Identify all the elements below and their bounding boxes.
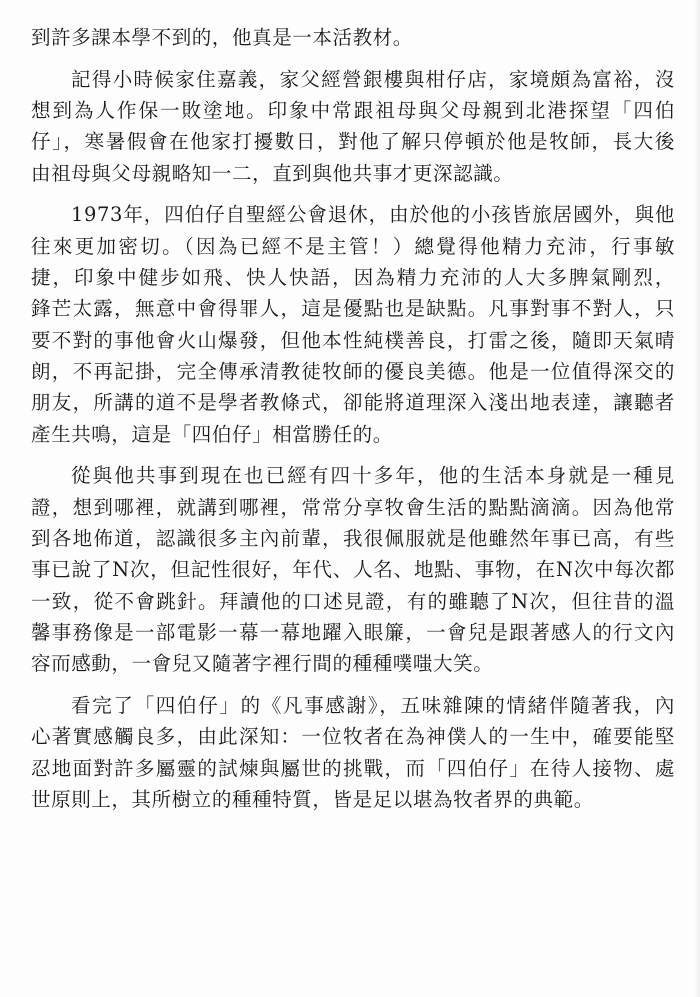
text-line: 1973年，四伯仔自聖經公會退休，由於他的小孩皆旅居國外，與他 (71, 203, 675, 227)
text-line: 鋒芒太露，無意中會得罪人，這是優點也是缺點。凡事對事不對人，只 (31, 297, 675, 321)
text-line: 由祖母與父母親略知一二，直到與他共事才更深認識。 (31, 161, 514, 185)
text-line: 到許多課本學不到的，他真是一本活教材。 (31, 26, 413, 49)
page-edge-shadow (694, 0, 700, 997)
paragraph-gap (31, 189, 675, 200)
paragraph-gap (31, 450, 675, 461)
text-line: 產生共鳴，這是「四伯仔」相當勝任的。 (31, 422, 393, 446)
paragraph (31, 64, 675, 189)
paragraph-gap (31, 679, 675, 690)
paragraph (31, 690, 675, 815)
body-text (31, 22, 675, 815)
paragraph (31, 22, 675, 53)
text-line: 馨事務像是一部電影一幕一幕地躍入眼簾，一會兒是跟著感人的行文內 (31, 620, 675, 644)
text-line: 記得小時候家住嘉義，家父經營銀樓與柑仔店，家境頗為富裕，沒 (71, 67, 675, 91)
text-line: 看完了「四伯仔」的《凡事感謝》，五味雜陳的情緒伴隨著我，內 (71, 693, 675, 717)
text-line: 朋友，所講的道不是學者教條式，卻能將道理深入淺出地表達，讓聽者 (31, 391, 675, 415)
text-line: 要不對的事他會火山爆發，但他本性純樸善良，打雷之後，隨即天氣晴 (31, 328, 675, 352)
text-line: 世原則上，其所樹立的種種特質，皆是足以堪為牧者界的典範。 (31, 787, 594, 811)
text-line: 事已說了N次，但記性很好，年代、人名、地點、事物，在N次中每次都 (31, 558, 675, 582)
text-line: 想到為人作保一敗塗地。印象中常跟祖母與父母親到北港探望「四伯 (31, 99, 675, 123)
paragraph (31, 460, 675, 679)
text-line: 證，想到哪裡，就講到哪裡，常常分享牧會生活的點點滴滴。因為他常 (31, 495, 675, 519)
text-line: 往來更加密切。（因為已經不是主管！）總覺得他精力充沛，行事敏 (31, 234, 675, 258)
text-line: 忍地面對許多屬靈的試煉與屬世的挑戰，而「四伯仔」在待人接物、處 (31, 756, 675, 780)
text-line: 到各地佈道，認識很多主內前輩，我很佩服就是他雖然年事已高，有些 (31, 526, 675, 550)
text-line: 從與他共事到現在也已經有四十多年，他的生活本身就是一種見 (71, 464, 675, 488)
text-line: 朗，不再記掛，完全傳承清教徒牧師的優良美德。他是一位值得深交的 (31, 359, 675, 383)
text-line: 仔」，寒暑假會在他家打擾數日，對他了解只停頓於他是牧師，長大後 (31, 130, 675, 154)
paragraph (31, 199, 675, 449)
text-line: 捷，印象中健步如飛、快人快語，因為精力充沛的人大多脾氣剛烈， (31, 266, 675, 290)
text-line: 一致，從不會跳針。拜讀他的口述見證，有的雖聽了N次，但往昔的溫 (31, 589, 675, 613)
text-line: 容而感動，一會兒又隨著字裡行間的種種噗嗤大笑。 (31, 652, 494, 676)
paragraph-gap (31, 53, 675, 64)
text-line: 心著實感觸良多，由此深知：一位牧者在為神僕人的一生中，確要能堅 (31, 725, 675, 749)
